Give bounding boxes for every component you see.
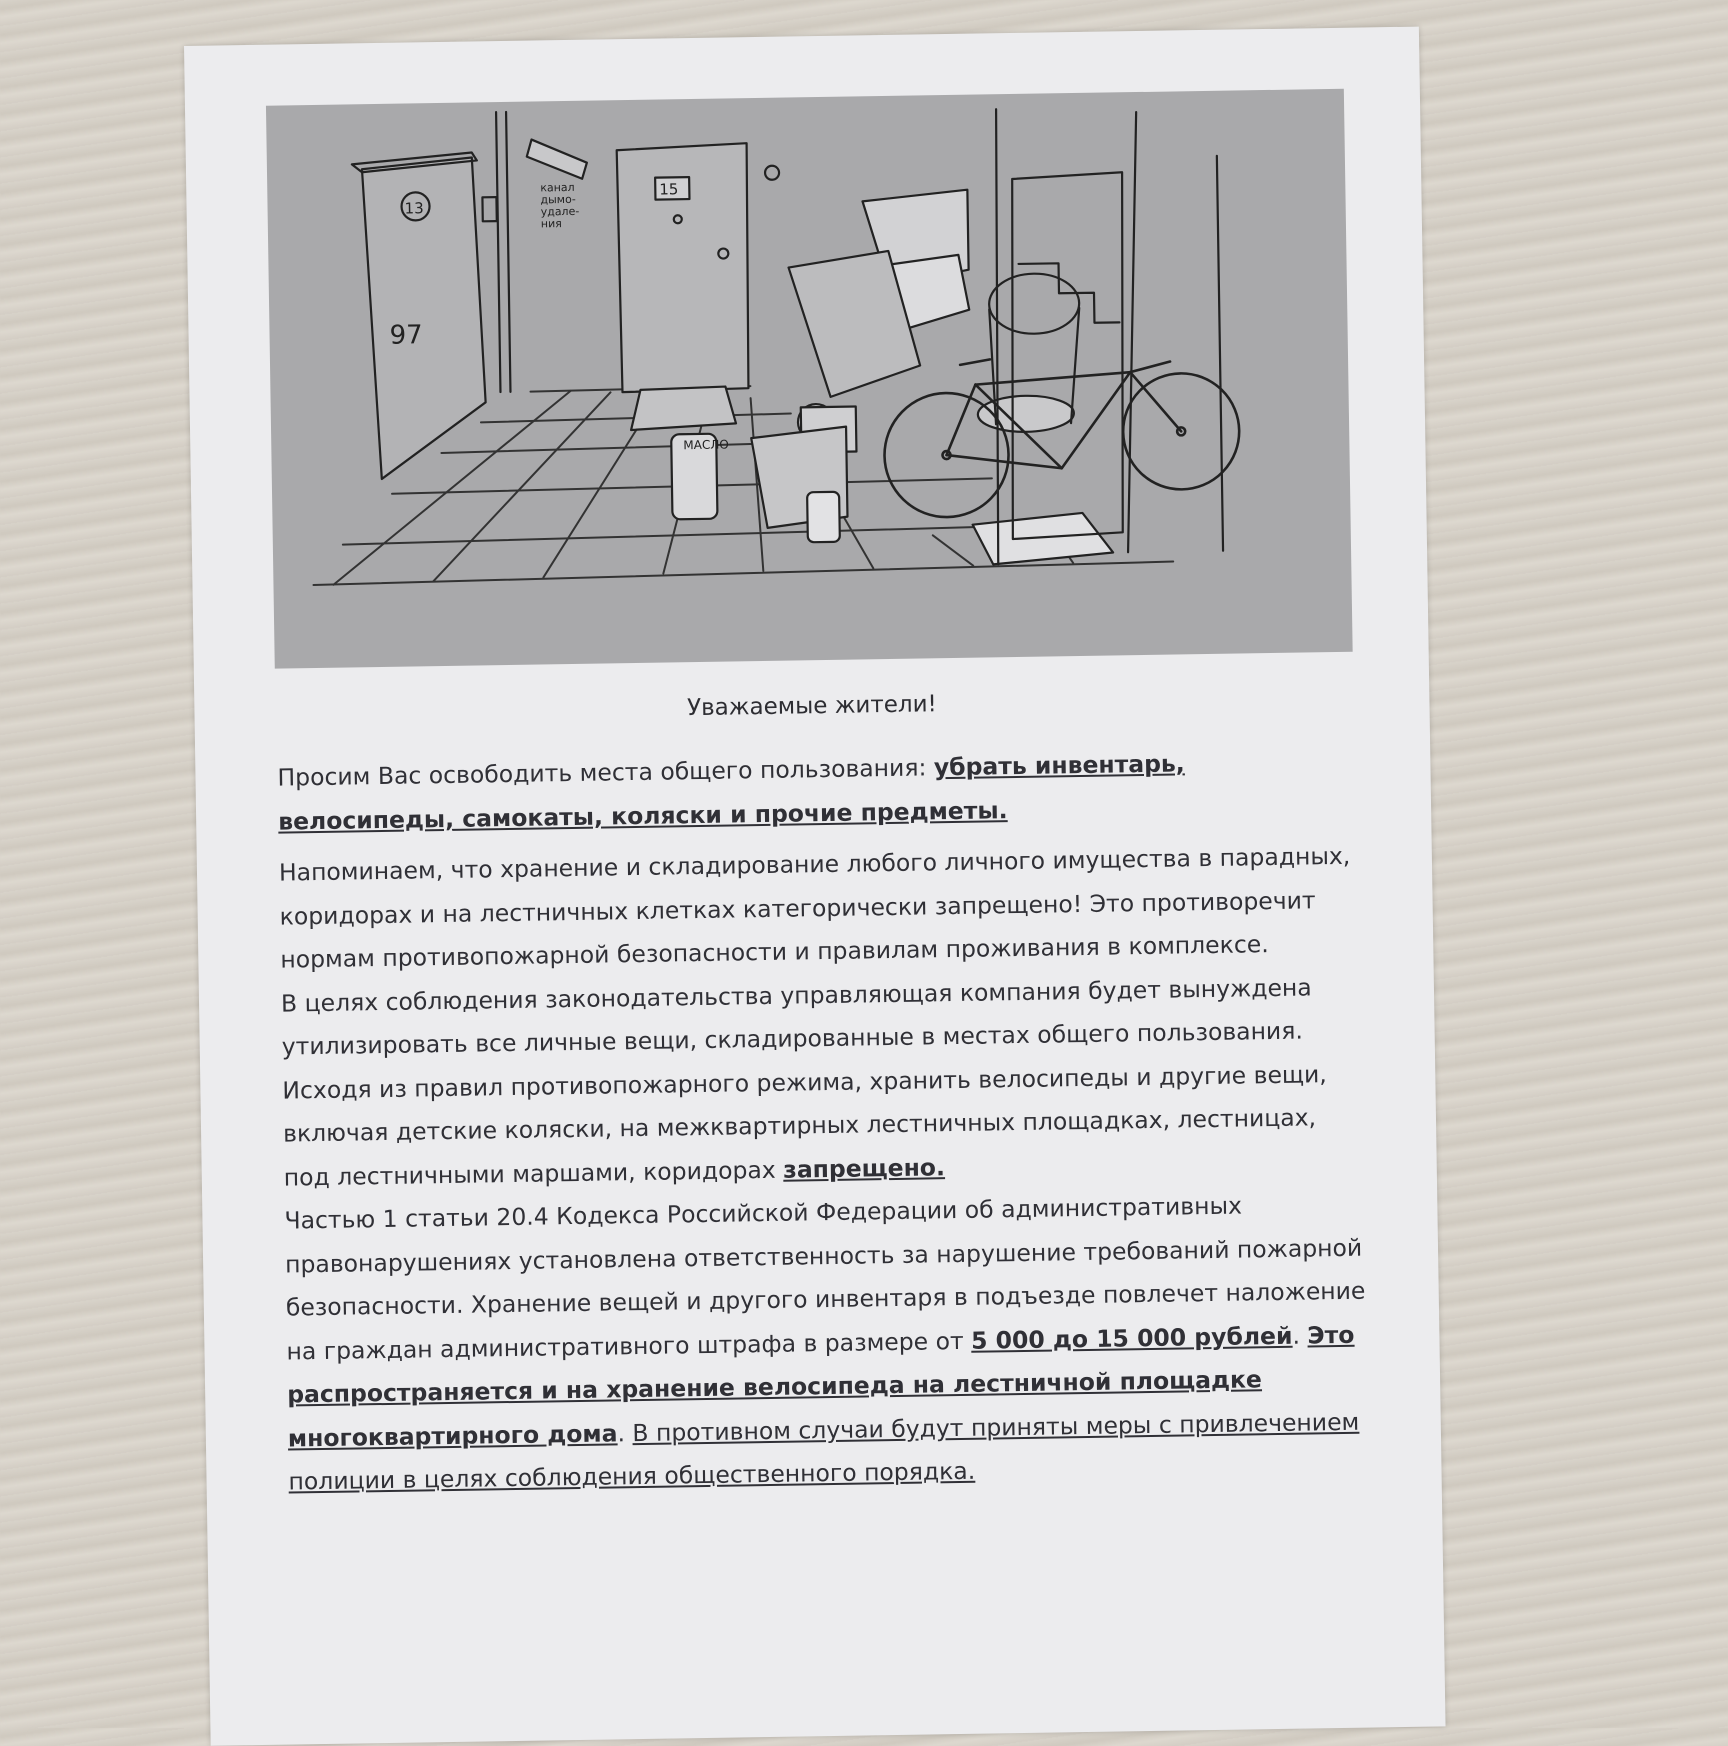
svg-text:ния: ния (540, 217, 562, 231)
toilet-paper-roll (807, 492, 840, 542)
door-15 (617, 143, 783, 393)
request-emphasis: убрать инвентарь, велосипеды, самокаты, коляски и прочие предметы. (277, 749, 1185, 836)
svg-text:канал: канал (540, 180, 575, 195)
door-center-number: 15 (659, 180, 679, 199)
request-paragraph: Просим Вас освободить места общего пользования: убрать инвентарь, велосипеды, самокаты, коляски и прочие предметы. (277, 749, 1185, 836)
notice-sheet (184, 27, 1446, 1746)
fire-rules-paragraph: Исходя из правил противопожарного режима, хранить велосипеды и другие вещи, включая детские коляски, на межквартирных лестничных площадках, лестницах, под лестничными маршами, коридорах запрещено. (282, 1059, 1328, 1192)
hallway-illustration (266, 89, 1353, 669)
door-left-number: 13 (404, 199, 424, 218)
bicycle (883, 355, 1240, 518)
bicycle-emphasis: Это распространяется и на хранение велосипеда на лестничной площадке многоквартирного дома (286, 1320, 1355, 1453)
chair (976, 273, 1081, 433)
notice-body (277, 740, 1374, 1504)
fine-amount: 5 000 до 15 000 рублей (970, 1321, 1293, 1355)
canister-label: МАСЛО (683, 437, 729, 453)
police-warning: В противном случаи будут приняты меры с привлечением полиции в целях соблюдения общественного порядка. (288, 1407, 1360, 1496)
doormat (630, 386, 736, 430)
svg-text:дымо-: дымо- (540, 192, 576, 207)
greeting: Уважаемые жители! (686, 691, 937, 722)
door-left-mark: 97 (389, 320, 423, 351)
newspapers (972, 512, 1113, 564)
svg-text:удале-: удале- (540, 204, 580, 219)
prohibited-emphasis: запрещено. (782, 1152, 946, 1184)
door-13 (352, 152, 487, 479)
fine-paragraph: Частью 1 статьи 20.4 Кодекса Российской Федерации об административных правонарушениях установлена ответственность за нарушение требований пожарной безопасности. Хранение вещей и другого инвентаря в подъезде повлечет наложение на граждан административного штрафа в размере от 5 000 до 15 000 рублей. Это распространяется и на хранение велосипеда на лестничной площадке многоквартирного дома. В противном случаи будут приняты меры с привлечением полиции в целях соблюдения общественного порядка. (284, 1191, 1366, 1496)
reminder-paragraph: Напоминаем, что хранение и складирование любого личного имущества в парадных, коридорах и на лестничных клетках категорически запрещено! Это противоречит нормам противопожарной безопасности и правилам проживания в комплексе. (278, 841, 1351, 974)
disposal-paragraph: В целях соблюдения законодательства управляющая компания будет вынуждена утилизировать все личные вещи, складированные в местах общего пользования. (280, 972, 1312, 1061)
